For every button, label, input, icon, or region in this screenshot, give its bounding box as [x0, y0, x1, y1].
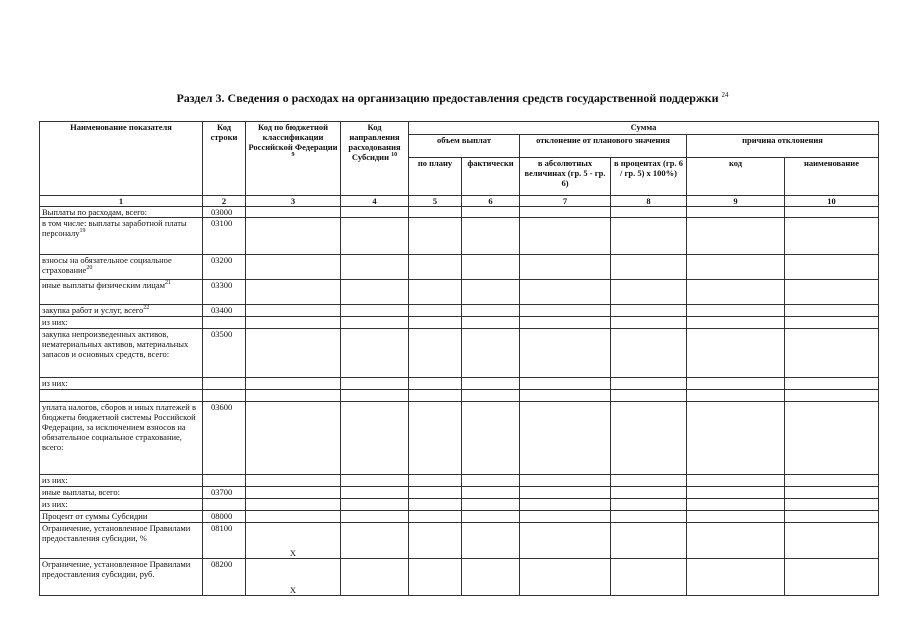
row-cell: [520, 499, 611, 511]
table-row: [40, 378, 879, 390]
row-code: 03300: [203, 280, 246, 305]
row-cell: [520, 402, 611, 475]
row-budget-code: [246, 255, 341, 280]
row-name-text: закупка работ и услуг, всего: [42, 305, 144, 316]
row-cell: [341, 487, 409, 499]
table-row: [40, 523, 879, 559]
row-name-text: в том числе: выплаты заработной платы персоналу: [42, 218, 187, 239]
row-cell: [520, 511, 611, 523]
row-cell: [611, 475, 687, 487]
row-code: [203, 390, 246, 402]
column-number: 6: [462, 196, 520, 207]
row-cell: [341, 402, 409, 475]
row-cell: [611, 499, 687, 511]
header-fact: фактически: [462, 158, 520, 196]
row-name: [40, 378, 203, 390]
row-name-text: Ограничение, установленное Правилами предоставления субсидии, %: [42, 523, 191, 544]
header-plan: по плану: [409, 158, 462, 196]
row-cell: [409, 378, 462, 390]
row-budget-code: [246, 378, 341, 390]
row-name: [40, 317, 203, 329]
row-name: [40, 523, 203, 559]
row-cell: [462, 329, 520, 378]
row-cell: [520, 218, 611, 255]
row-code: 03500: [203, 329, 246, 378]
row-name: [40, 390, 203, 402]
row-cell: [462, 523, 520, 559]
table-row: [40, 402, 879, 475]
column-number: 2: [203, 196, 246, 207]
row-name: [40, 255, 203, 280]
row-cell: [462, 487, 520, 499]
header-direction-code-footnote: 10: [391, 152, 398, 159]
header-abs: в абсолютных величинах (гр. 5 - гр. 6): [520, 158, 611, 196]
row-cell: [611, 207, 687, 218]
row-cell: [462, 499, 520, 511]
row-cell: [462, 475, 520, 487]
row-name: [40, 218, 203, 255]
row-cell: [611, 317, 687, 329]
row-footnote: 19: [79, 228, 86, 235]
row-cell: [341, 255, 409, 280]
row-cell: [341, 378, 409, 390]
row-code: [203, 475, 246, 487]
row-cell: [462, 390, 520, 402]
row-name-text: из них:: [42, 317, 68, 328]
row-name-text: Процент от суммы Субсидии: [42, 511, 148, 522]
row-cell: [462, 378, 520, 390]
row-cell: [462, 402, 520, 475]
row-cell: [341, 207, 409, 218]
row-name-text: из них:: [42, 378, 68, 389]
table-row: [40, 487, 879, 499]
row-cell: [409, 329, 462, 378]
row-cell: [409, 402, 462, 475]
row-name-text: иные выплаты физическим лицам: [42, 280, 165, 291]
header-deviation: отклонение от планового значения: [520, 135, 687, 158]
row-code: [203, 317, 246, 329]
header-budget-code-text: Код по бюджетной классификации Российской Федерации: [248, 122, 338, 153]
row-name: [40, 402, 203, 475]
row-budget-code: [246, 218, 341, 255]
row-cell: [611, 255, 687, 280]
row-cell: [785, 402, 879, 475]
row-cell: [520, 487, 611, 499]
column-number: 8: [611, 196, 687, 207]
row-cell: [687, 378, 785, 390]
row-name-text: из них:: [42, 499, 68, 510]
header-direction-code-text: Код направления расходования Субсидии: [348, 122, 401, 163]
row-cell: [687, 499, 785, 511]
row-cell: [520, 559, 611, 596]
row-cell: [341, 475, 409, 487]
row-cell: [409, 255, 462, 280]
row-code: 03600: [203, 402, 246, 475]
row-cell: [785, 255, 879, 280]
row-cell: [341, 280, 409, 305]
row-cell: [785, 207, 879, 218]
row-cell: [462, 317, 520, 329]
row-cell: [785, 511, 879, 523]
row-code: 08100: [203, 523, 246, 559]
row-code: 08200: [203, 559, 246, 596]
row-budget-code: [246, 207, 341, 218]
row-code: 03700: [203, 487, 246, 499]
row-budget-code: [246, 390, 341, 402]
page-title-footnote: 24: [721, 91, 729, 99]
row-cell: [687, 218, 785, 255]
column-number: 3: [246, 196, 341, 207]
row-cell: [611, 402, 687, 475]
table-row: [40, 475, 879, 487]
row-code: [203, 499, 246, 511]
row-cell: [341, 329, 409, 378]
row-budget-code: [246, 280, 341, 305]
row-budget-code: [246, 329, 341, 378]
column-number: 10: [785, 196, 879, 207]
row-cell: [611, 280, 687, 305]
row-cell: [341, 523, 409, 559]
row-budget-code: [246, 475, 341, 487]
row-cell: [520, 523, 611, 559]
row-cell: [687, 487, 785, 499]
header-name: Наименование показателя: [40, 122, 203, 196]
row-cell: [785, 280, 879, 305]
row-name-text: иные выплаты, всего:: [42, 487, 120, 498]
table-row: [40, 305, 879, 317]
row-cell: [341, 317, 409, 329]
header-budget-code: [246, 122, 341, 196]
header-reason-code: код: [687, 158, 785, 196]
row-code: 08000: [203, 511, 246, 523]
row-cell: [785, 329, 879, 378]
table-row: [40, 207, 879, 218]
header-pct: в процентах (гр. 6 / гр. 5) x 100%): [611, 158, 687, 196]
row-cell: [785, 523, 879, 559]
row-budget-code: [246, 487, 341, 499]
row-name: [40, 475, 203, 487]
column-numbers-row: [40, 196, 879, 207]
row-footnote: 21: [165, 280, 171, 287]
row-code: 03200: [203, 255, 246, 280]
row-cell: [687, 280, 785, 305]
row-budget-code: [246, 305, 341, 317]
row-cell: [520, 329, 611, 378]
row-cell: [785, 559, 879, 596]
page-title: [0, 91, 905, 106]
row-name: [40, 305, 203, 317]
row-budget-code: X: [246, 559, 341, 596]
header-reason: причина отклонения: [687, 135, 879, 158]
row-cell: [409, 475, 462, 487]
header-direction-code: [341, 122, 409, 196]
header-sum: Сумма: [409, 122, 879, 135]
row-budget-code: [246, 317, 341, 329]
header-budget-code-footnote: 9: [291, 152, 295, 159]
row-name-text: закупка непроизведенных активов, нематериальных активов, материальных запасов и основных средств, всего:: [42, 329, 189, 360]
row-cell: [687, 390, 785, 402]
row-name-text: из них:: [42, 475, 68, 486]
row-cell: [687, 402, 785, 475]
row-cell: [462, 511, 520, 523]
row-footnote: 22: [143, 305, 150, 312]
row-cell: [687, 305, 785, 317]
row-cell: [462, 207, 520, 218]
page-title-text: Раздел 3. Сведения о расходах на организацию предоставления средств государственной поддержки: [176, 91, 719, 105]
row-budget-code: [246, 499, 341, 511]
row-budget-code: [246, 511, 341, 523]
row-name: [40, 487, 203, 499]
row-cell: [687, 523, 785, 559]
row-budget-code: [246, 402, 341, 475]
row-cell: [341, 511, 409, 523]
row-cell: [687, 511, 785, 523]
table-row: [40, 390, 879, 402]
column-number: 4: [341, 196, 409, 207]
table-row: [40, 499, 879, 511]
header-row-code: Код строки: [203, 122, 246, 196]
row-cell: [409, 317, 462, 329]
row-cell: [687, 317, 785, 329]
row-code: 03400: [203, 305, 246, 317]
row-cell: [409, 390, 462, 402]
expenses-table: [39, 121, 879, 596]
row-cell: [785, 487, 879, 499]
row-code: [203, 378, 246, 390]
row-cell: [462, 280, 520, 305]
row-cell: [687, 255, 785, 280]
row-cell: [409, 559, 462, 596]
table-row: [40, 280, 879, 305]
row-cell: [341, 499, 409, 511]
row-cell: [785, 305, 879, 317]
row-cell: [785, 218, 879, 255]
table-row: [40, 511, 879, 523]
row-cell: [409, 511, 462, 523]
row-cell: [409, 280, 462, 305]
column-number: 1: [40, 196, 203, 207]
row-code: 03100: [203, 218, 246, 255]
column-number: 5: [409, 196, 462, 207]
table-row: [40, 329, 879, 378]
table-row: [40, 559, 879, 596]
table-row: [40, 317, 879, 329]
row-cell: [785, 499, 879, 511]
row-cell: [611, 218, 687, 255]
row-cell: [611, 559, 687, 596]
row-cell: [520, 207, 611, 218]
row-cell: [611, 487, 687, 499]
row-name-text: Выплаты по расходам, всего:: [42, 207, 148, 218]
row-name: [40, 329, 203, 378]
row-cell: [611, 378, 687, 390]
row-footnote: 20: [86, 265, 93, 272]
row-budget-code: X: [246, 523, 341, 559]
row-cell: [341, 218, 409, 255]
row-cell: [785, 317, 879, 329]
column-number: 7: [520, 196, 611, 207]
table-row: [40, 218, 879, 255]
row-cell: [520, 305, 611, 317]
row-cell: [687, 207, 785, 218]
row-cell: [341, 559, 409, 596]
row-cell: [611, 511, 687, 523]
row-name-text: Ограничение, установленное Правилами предоставления субсидии, руб.: [42, 559, 191, 580]
table-body: [40, 207, 879, 596]
row-cell: [687, 475, 785, 487]
row-cell: [409, 207, 462, 218]
row-cell: [409, 305, 462, 317]
row-cell: [341, 305, 409, 317]
header-reason-name: наименование: [785, 158, 879, 196]
row-cell: [785, 475, 879, 487]
row-cell: [341, 390, 409, 402]
row-name: [40, 280, 203, 305]
row-cell: [520, 390, 611, 402]
row-cell: [520, 280, 611, 305]
column-number: 9: [687, 196, 785, 207]
row-name: [40, 207, 203, 218]
row-cell: [687, 329, 785, 378]
row-cell: [462, 559, 520, 596]
row-cell: [611, 390, 687, 402]
table-row: [40, 255, 879, 280]
row-name-text: взносы на обязательное социальное страхование: [42, 255, 172, 276]
row-cell: [785, 390, 879, 402]
row-cell: [520, 475, 611, 487]
row-cell: [687, 559, 785, 596]
header-payments: объем выплат: [409, 135, 520, 158]
row-cell: [409, 487, 462, 499]
row-cell: [520, 378, 611, 390]
row-name: [40, 559, 203, 596]
row-cell: [520, 255, 611, 280]
row-cell: [611, 305, 687, 317]
row-name: [40, 499, 203, 511]
row-cell: [409, 523, 462, 559]
row-cell: [611, 329, 687, 378]
row-cell: [462, 218, 520, 255]
row-cell: [520, 317, 611, 329]
row-cell: [462, 255, 520, 280]
row-name: [40, 511, 203, 523]
row-code: 03000: [203, 207, 246, 218]
row-cell: [611, 523, 687, 559]
row-name-text: уплата налогов, сборов и иных платежей в бюджеты бюджетной системы Российской Федерации, за исключением взносов на обязательное социальное страхование, всего:: [42, 402, 196, 453]
row-cell: [785, 378, 879, 390]
row-cell: [409, 218, 462, 255]
row-cell: [409, 499, 462, 511]
row-cell: [462, 305, 520, 317]
